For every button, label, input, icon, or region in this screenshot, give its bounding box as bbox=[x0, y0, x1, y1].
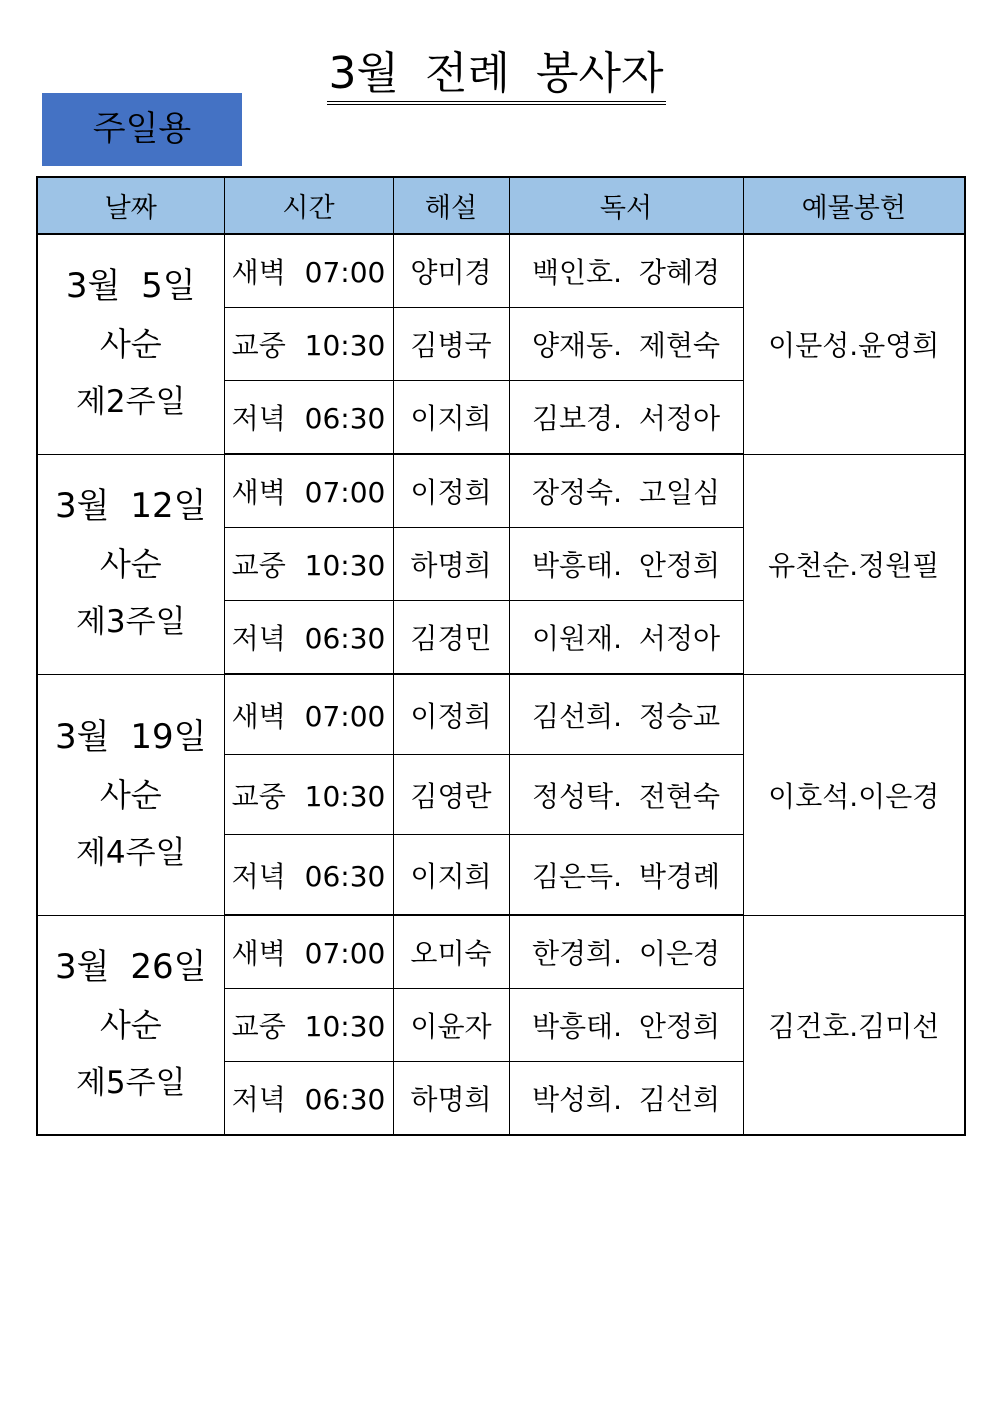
date-label: 3월 12일 bbox=[55, 486, 207, 526]
readers-cell: 백인호. 강혜경 bbox=[509, 234, 743, 308]
time-cell: 새벽 07:00 bbox=[224, 454, 393, 528]
offering-cell: 이호석.이은경 bbox=[743, 674, 965, 915]
readers-cell: 김선희. 정승교 bbox=[509, 674, 743, 755]
commentator-cell: 양미경 bbox=[393, 234, 509, 308]
commentator-cell: 이정희 bbox=[393, 674, 509, 755]
readers-cell: 장정숙. 고일심 bbox=[509, 454, 743, 528]
commentator-cell: 하명희 bbox=[393, 1062, 509, 1136]
date-cell bbox=[37, 234, 224, 454]
readers-cell: 김보경. 서정아 bbox=[509, 381, 743, 455]
commentator-cell: 이정희 bbox=[393, 454, 509, 528]
readers-cell: 한경희. 이은경 bbox=[509, 915, 743, 989]
time-cell: 저녁 06:30 bbox=[224, 835, 393, 916]
header-offering: 예물봉헌 bbox=[743, 177, 965, 234]
date-cell bbox=[37, 454, 224, 674]
commentator-cell: 이지희 bbox=[393, 835, 509, 916]
commentator-cell: 하명희 bbox=[393, 528, 509, 601]
readers-cell: 박흥태. 안정희 bbox=[509, 528, 743, 601]
table-row bbox=[37, 454, 965, 528]
date-cell bbox=[37, 915, 224, 1135]
offering-cell: 이문성.윤영희 bbox=[743, 234, 965, 454]
schedule-table bbox=[36, 176, 966, 1136]
date-cell bbox=[37, 674, 224, 915]
season-label: 사순 bbox=[99, 325, 162, 364]
week-label: 제4주일 bbox=[75, 834, 186, 871]
page-title-text: 3월 전례 봉사자 bbox=[327, 47, 666, 105]
header-readers: 독서 bbox=[509, 177, 743, 234]
time-cell: 새벽 07:00 bbox=[224, 234, 393, 308]
commentator-cell: 김영란 bbox=[393, 755, 509, 835]
readers-cell: 정성탁. 전현숙 bbox=[509, 755, 743, 835]
date-label: 3월 19일 bbox=[55, 716, 207, 757]
offering-cell: 김건호.김미선 bbox=[743, 915, 965, 1135]
header-date: 날짜 bbox=[37, 177, 224, 234]
readers-cell: 양재동. 제현숙 bbox=[509, 308, 743, 381]
offering-cell: 유천순.정원필 bbox=[743, 454, 965, 674]
readers-cell: 박성희. 김선희 bbox=[509, 1062, 743, 1136]
week-label: 제3주일 bbox=[75, 604, 186, 640]
sunday-badge: 주일용 bbox=[42, 93, 242, 166]
time-cell: 교중 10:30 bbox=[224, 989, 393, 1062]
season-label: 사순 bbox=[99, 1005, 162, 1044]
season-label: 사순 bbox=[99, 545, 162, 583]
time-cell: 저녁 06:30 bbox=[224, 601, 393, 675]
date-label: 3월 26일 bbox=[55, 946, 207, 987]
time-cell: 새벽 07:00 bbox=[224, 674, 393, 755]
readers-cell: 박흥태. 안정희 bbox=[509, 989, 743, 1062]
commentator-cell: 김병국 bbox=[393, 308, 509, 381]
table-row bbox=[37, 234, 965, 308]
commentator-cell: 김경민 bbox=[393, 601, 509, 675]
header-time: 시간 bbox=[224, 177, 393, 234]
header-row bbox=[37, 177, 965, 234]
time-cell: 교중 10:30 bbox=[224, 308, 393, 381]
readers-cell: 김은득. 박경례 bbox=[509, 835, 743, 916]
commentator-cell: 오미숙 bbox=[393, 915, 509, 989]
time-cell: 새벽 07:00 bbox=[224, 915, 393, 989]
time-cell: 저녁 06:30 bbox=[224, 381, 393, 455]
time-cell: 교중 10:30 bbox=[224, 755, 393, 835]
week-label: 제2주일 bbox=[75, 384, 186, 421]
commentator-cell: 이지희 bbox=[393, 381, 509, 455]
time-cell: 저녁 06:30 bbox=[224, 1062, 393, 1136]
readers-cell: 이원재. 서정아 bbox=[509, 601, 743, 675]
table-row bbox=[37, 915, 965, 989]
table-row bbox=[37, 674, 965, 755]
season-label: 사순 bbox=[99, 775, 162, 814]
commentator-cell: 이윤자 bbox=[393, 989, 509, 1062]
week-label: 제5주일 bbox=[75, 1064, 186, 1101]
time-cell: 교중 10:30 bbox=[224, 528, 393, 601]
header-commentator: 해설 bbox=[393, 177, 509, 234]
date-label: 3월 5일 bbox=[65, 266, 196, 307]
